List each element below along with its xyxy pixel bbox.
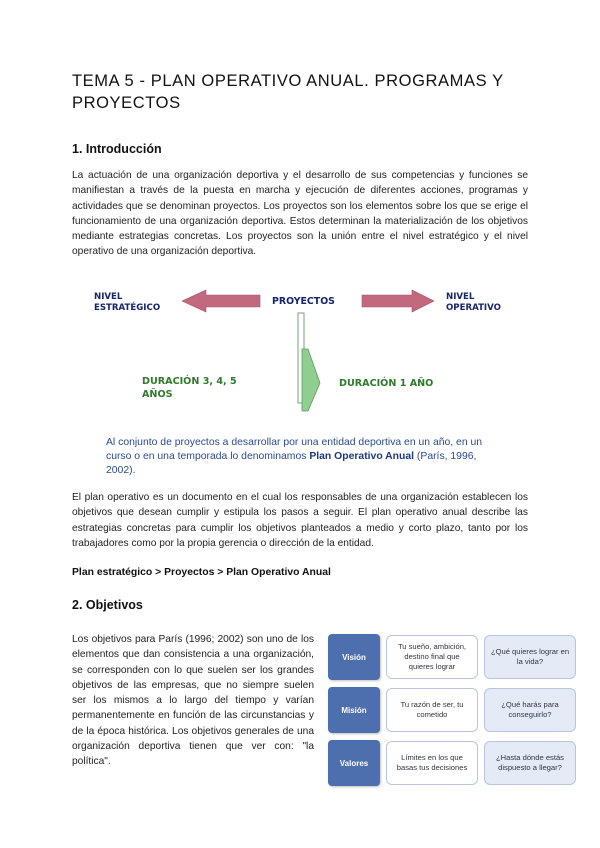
plan-operativo-paragraph: El plan operativo es un documento en el cual los responsables de una organización establecen los objetivos que desean cumplir y estipula los pasos a seguir. El plan operativo anual describe las estrategias concretas para cumplir los objetivos planteados a medio y corto plazo, tanto por los trabajadores como por la propia gerencia o dirección de la entidad.: [72, 492, 528, 549]
duration-left-label: DURACIÓN 3, 4, 5 AÑOS: [142, 376, 237, 400]
section-2-heading: 2. Objetivos: [72, 598, 143, 612]
table-row-middle: Tu razón de ser, tu cometido: [386, 688, 478, 732]
green-arrow-shape: [302, 349, 320, 411]
table-row-label: Visión: [328, 634, 380, 680]
right-arrow-shape: [362, 290, 434, 312]
projects-diagram: [72, 285, 552, 425]
table-row-label: Valores: [328, 740, 380, 786]
values-table: [324, 628, 590, 790]
quote-text: Al conjunto de proyectos a desarrollar por una entidad deportiva en un año, en un curso o en una temporada lo denominamos: [106, 437, 483, 462]
table-row-middle: Límites en los que basas tus decisiones: [386, 741, 478, 785]
table-row-question: ¿Hasta dónde estás dispuesto a llegar?: [484, 741, 576, 785]
section-1-heading: 1. Introducción: [72, 142, 162, 156]
table-row-question: ¿Qué harás para conseguirlo?: [484, 688, 576, 732]
breadcrumb: Plan estratégico > Proyectos > Plan Operativo Anual: [72, 567, 331, 578]
nivel-operativo-label: NIVEL OPERATIVO: [446, 292, 501, 313]
definition-quote: [106, 436, 496, 477]
proyectos-label: PROYECTOS: [272, 296, 335, 307]
objetivos-paragraph: Los objetivos para París (1996; 2002) son uno de los elementos que dan consistencia a una organización, se corresponden con lo que suelen ser los grandes objetivos de las empresas, que no siempre suelen ser los mismos a lo largo del tiempo y varían permanentemente en función de las circunstancias y de la época histórica. Los objetivos generales de una organización deportiva tienen que ver con: "la política".: [72, 634, 314, 768]
quote-citation: (París, 1996, 2002).: [106, 450, 477, 476]
quote-bold-term: Plan Operativo Anual: [309, 450, 415, 462]
left-arrow-shape: [182, 290, 260, 312]
table-row-label: Misión: [328, 687, 380, 733]
table-row-question: ¿Qué quieres lograr en la vida?: [484, 635, 576, 679]
intro-paragraph: La actuación de una organización deportiva y el desarrollo de sus competencias y funciones se manifiestan a través de la puesta en marcha y ejecución de diferentes acciones, programas y actividades que se denominan proyectos. Los proyectos son los elementos sobre los que se erige el funcionamiento de una organización deportiva. Estos determinan la materialización de los objetivos mediante estrategias concretas. Los proyectos son la unión entre el nivel estratégico y el nivel operativo de una organización deportiva.: [72, 170, 528, 258]
duration-right-label: DURACIÓN 1 AÑO: [339, 378, 434, 389]
page-title: TEMA 5 - PLAN OPERATIVO ANUAL. PROGRAMAS Y PROYECTOS: [72, 72, 504, 112]
table-row-middle: Tu sueño, ambición, destino final que quieres lograr: [386, 635, 478, 679]
nivel-estrategico-label: NIVEL ESTRATÉGICO: [94, 292, 161, 313]
